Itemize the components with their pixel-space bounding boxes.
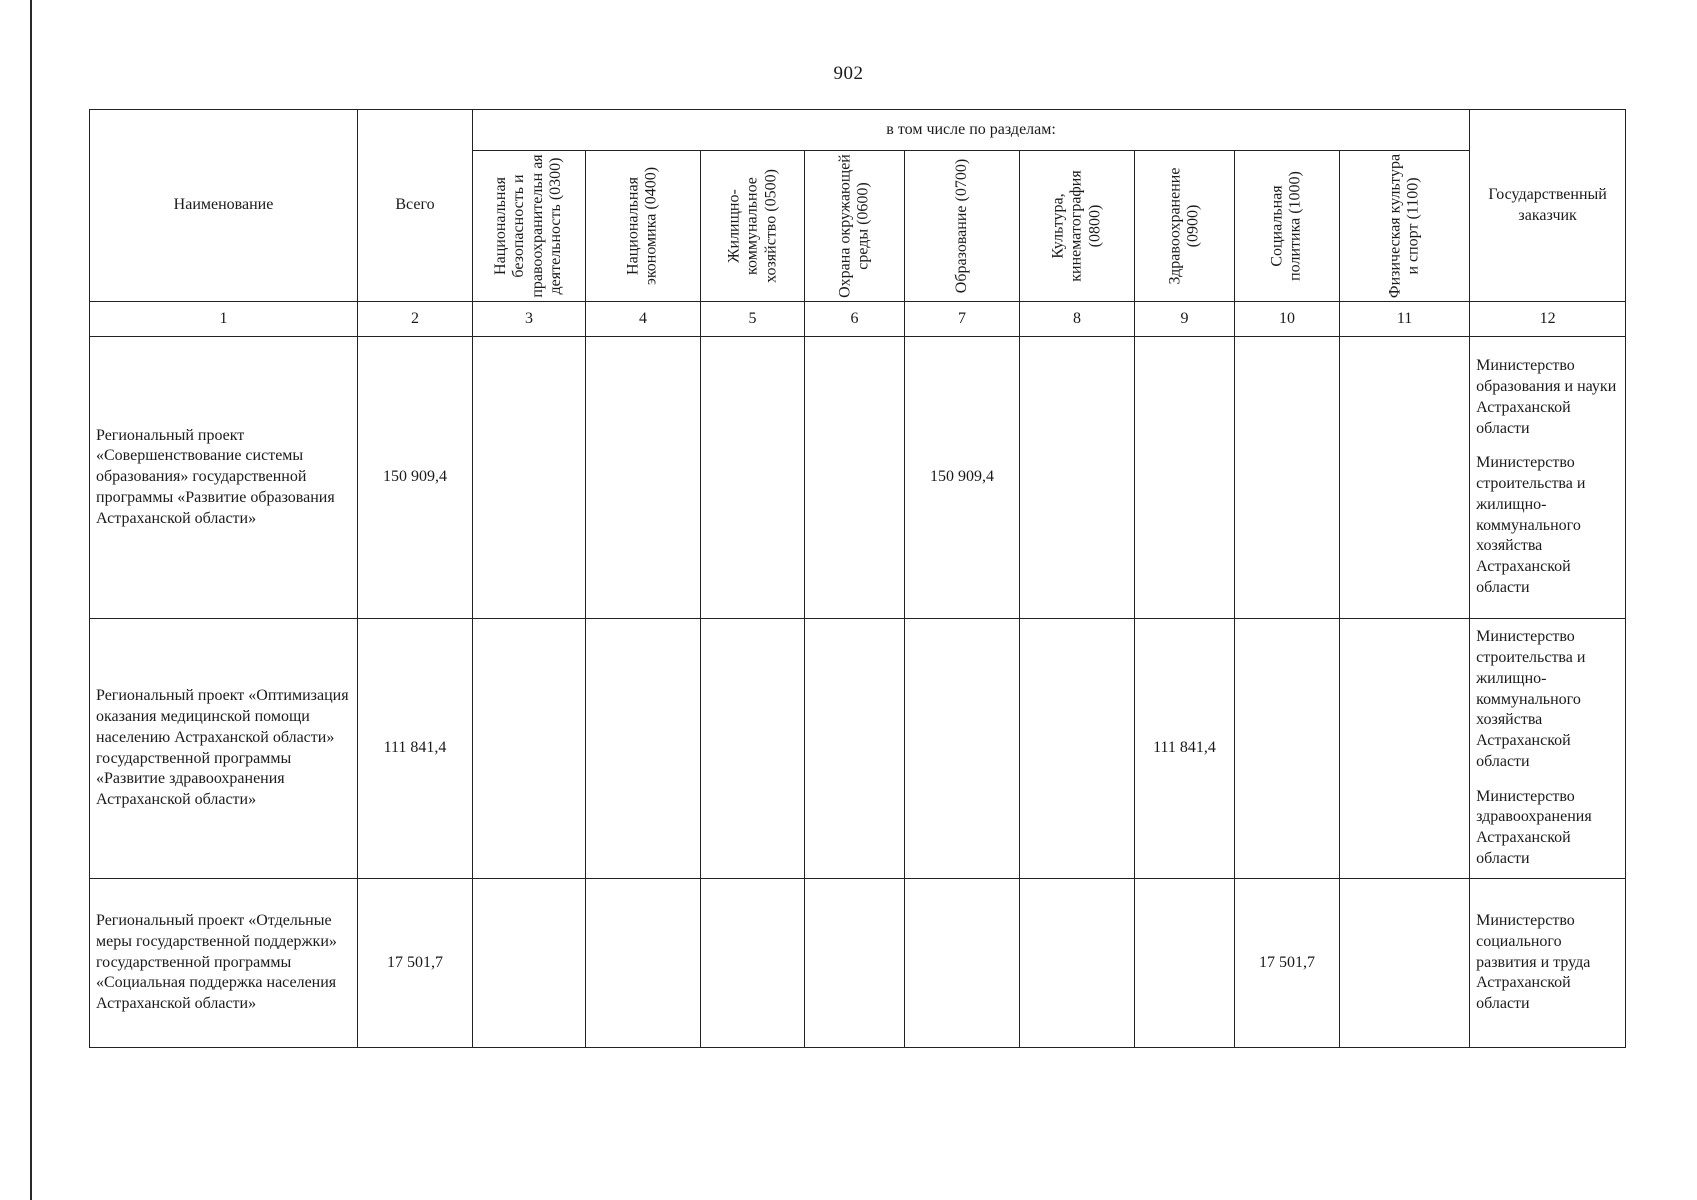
- section-value: [1135, 337, 1235, 619]
- section-value: [1020, 619, 1135, 879]
- customer-name: Министерство строительства и жилищно-коммунального хозяйства Астраханской области: [1476, 628, 1586, 770]
- project-total: 150 909,4: [358, 337, 473, 619]
- header-customer: [1470, 110, 1626, 302]
- customer-cell: [1470, 337, 1626, 619]
- section-value: [701, 879, 805, 1048]
- column-number: 3: [473, 302, 586, 337]
- section-value: 111 841,4: [1135, 619, 1235, 879]
- header-section-label: Жилищно-коммунальное хозяйство (0500): [724, 169, 779, 283]
- header-section-label: Культура, кинематография (0800): [1049, 170, 1104, 282]
- section-value: [805, 619, 905, 879]
- project-name: Региональный проект «Совершенствование системы образования» государственной программы «Развитие образования Астраханской области»: [90, 337, 358, 619]
- project-name: Региональный проект «Отдельные меры государственной поддержки» государственной программы «Социальная поддержка населения Астраханской области»: [90, 879, 358, 1048]
- customer-name: Министерство социального развития и труда Астраханской области: [1476, 912, 1591, 1013]
- header-total: Всего: [358, 110, 473, 302]
- header-section-0600: [805, 151, 905, 302]
- section-value: [805, 879, 905, 1048]
- section-value: [473, 879, 586, 1048]
- table-row: [90, 619, 1626, 879]
- column-number: 8: [1020, 302, 1135, 337]
- page-binding-line: [30, 0, 32, 1200]
- section-value: [1340, 879, 1470, 1048]
- section-value: [1020, 337, 1135, 619]
- customer-name: Министерство здравоохранения Астраханской области: [1476, 787, 1592, 868]
- table-row: [90, 337, 1626, 619]
- section-value: [701, 619, 805, 879]
- column-number: 7: [905, 302, 1020, 337]
- budget-table: [89, 109, 1626, 1048]
- customer-name: Министерство строительства и жилищно-коммунального хозяйства Астраханской области: [1476, 454, 1586, 597]
- header-section-0800: [1020, 151, 1135, 302]
- header-customer-label: Государственный заказчик: [1488, 185, 1607, 224]
- header-section-label: Социальная политика (1000): [1268, 171, 1304, 281]
- section-value: [1235, 619, 1340, 879]
- section-value: [473, 619, 586, 879]
- project-name: Региональный проект «Оптимизация оказания медицинской помощи населению Астраханской области» государственной программы «Развитие здравоохранения Астраханской области»: [90, 619, 358, 879]
- header-section-label: Национальная экономика (0400): [624, 166, 660, 286]
- header-section-label: Здравоохранение (0900): [1166, 167, 1202, 285]
- section-value: [1235, 337, 1340, 619]
- header-section-label: Образование (0700): [952, 158, 970, 294]
- column-number: 10: [1235, 302, 1340, 337]
- header-section-1000: [1235, 151, 1340, 302]
- header-section-1100: [1340, 151, 1470, 302]
- section-value: [701, 337, 805, 619]
- project-total: 111 841,4: [358, 619, 473, 879]
- section-value: [586, 619, 701, 879]
- project-total: 17 501,7: [358, 879, 473, 1048]
- section-value: [473, 337, 586, 619]
- column-number: 1: [90, 302, 358, 337]
- section-value: [1135, 879, 1235, 1048]
- header-section-0300: [473, 151, 586, 302]
- page-number: 902: [833, 63, 864, 84]
- section-value: [1340, 337, 1470, 619]
- section-value: [1020, 879, 1135, 1048]
- customer-name: Министерство образования и науки Астраханской области: [1476, 357, 1617, 437]
- column-number: 11: [1340, 302, 1470, 337]
- header-section-label: Национальная безопасность и правоохранительн ая деятельность (0300): [492, 154, 565, 298]
- section-value: [586, 879, 701, 1048]
- customer-cell: [1470, 879, 1626, 1048]
- section-value: [586, 337, 701, 619]
- section-value: [1340, 619, 1470, 879]
- column-number: 12: [1470, 302, 1626, 337]
- header-row-top: [90, 110, 1626, 151]
- column-number: 5: [701, 302, 805, 337]
- section-value: [805, 337, 905, 619]
- header-sections-caption: в том числе по разделам:: [473, 110, 1470, 151]
- column-number: 2: [358, 302, 473, 337]
- section-value: [905, 619, 1020, 879]
- section-value: [905, 879, 1020, 1048]
- column-number: 9: [1135, 302, 1235, 337]
- column-number: 6: [805, 302, 905, 337]
- column-number-row: [90, 302, 1626, 337]
- column-number: 4: [586, 302, 701, 337]
- header-section-label: Физическая культура и спорт (1100): [1386, 153, 1422, 299]
- section-value: 150 909,4: [905, 337, 1020, 619]
- customer-cell: [1470, 619, 1626, 879]
- section-value: 17 501,7: [1235, 879, 1340, 1048]
- table-row: [90, 879, 1626, 1048]
- header-section-0900: [1135, 151, 1235, 302]
- header-section-0400: [586, 151, 701, 302]
- header-name: Наименование: [90, 110, 358, 302]
- header-section-0700: [905, 151, 1020, 302]
- header-section-0500: [701, 151, 805, 302]
- header-section-label: Охрана окружающей среды (0600): [836, 154, 872, 298]
